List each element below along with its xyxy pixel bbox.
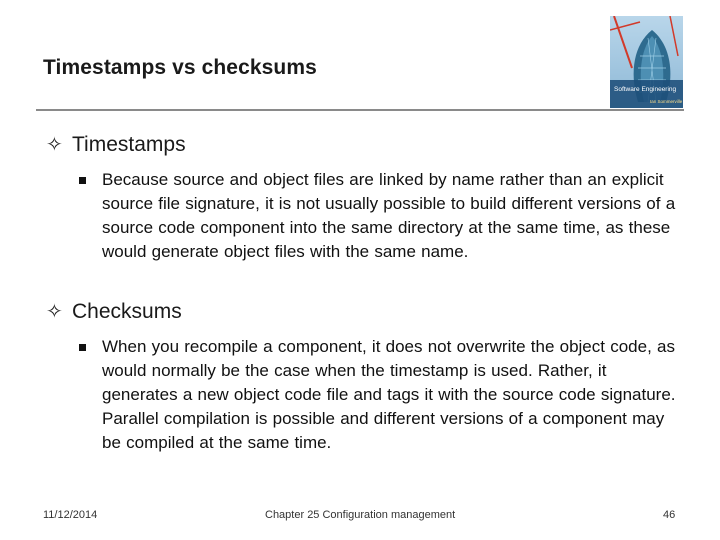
diamond-star-icon: ✧ xyxy=(46,134,63,156)
bullet-heading: Checksums xyxy=(72,300,182,323)
diamond-star-icon: ✧ xyxy=(46,301,63,323)
slide-title: Timestamps vs checksums xyxy=(43,56,317,79)
sub-bullet-text: Because source and object files are linked by name rather than an explicit source file signature, it is not usually possible to build different versions of a source code component into the same directory at the same time, as these would generate object files with the same name. xyxy=(102,170,676,261)
sub-bullet-timestamps xyxy=(79,168,679,264)
book-cover-image xyxy=(610,16,683,108)
title-underline xyxy=(36,109,684,111)
cover-title: Software Engineering xyxy=(614,86,677,93)
sub-bullet-text: When you recompile a component, it does not overwrite the object code, as would normally be the case when the timestamp is used. Rather, it generates a new object code file and tags it with the source code signature. Parallel compilation is possible and different versions of a component may be compiled at the same time. xyxy=(102,337,676,452)
square-bullet-icon xyxy=(79,344,86,351)
footer-chapter: Chapter 25 Configuration management xyxy=(265,509,456,521)
footer-date: 11/12/2014 xyxy=(43,509,98,521)
bullet-checksums xyxy=(46,299,182,324)
square-bullet-icon xyxy=(79,177,86,184)
bullet-heading: Timestamps xyxy=(72,133,186,156)
footer-page-number: 46 xyxy=(663,509,676,521)
cover-author: Ian Sommerville xyxy=(650,99,683,104)
bullet-timestamps xyxy=(46,132,186,157)
sub-bullet-checksums xyxy=(79,335,679,455)
